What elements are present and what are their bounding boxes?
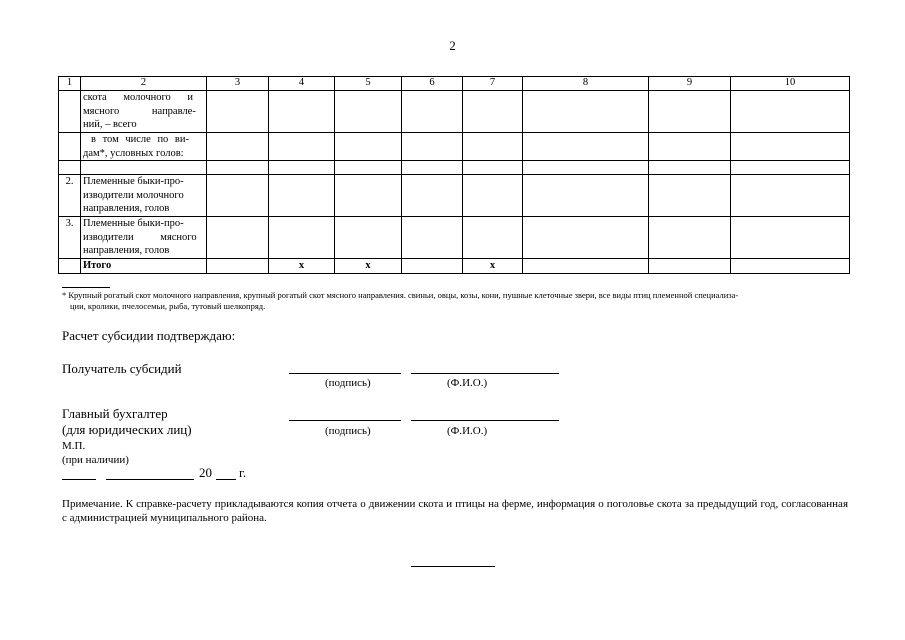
accountant-label: Главный бухгалтер	[62, 406, 168, 421]
row-description	[81, 91, 207, 133]
recipient-signature-line	[289, 373, 401, 374]
description-line: в том числе по ви-	[91, 134, 190, 145]
row-description	[81, 217, 207, 259]
total-mark-col7: x	[463, 259, 523, 274]
row-description	[81, 133, 207, 161]
page-number: 2	[449, 38, 456, 53]
stamp-note: (при наличии)	[62, 454, 129, 466]
description-line: ний, – всего	[83, 119, 137, 130]
row-number: 3.	[59, 217, 81, 259]
recipient-label: Получатель субсидий	[62, 361, 182, 376]
column-header: 7	[463, 77, 523, 91]
recipient-name-caption: (Ф.И.О.)	[447, 377, 488, 389]
column-header: 1	[59, 77, 81, 91]
description-line: направления, голов	[83, 203, 170, 214]
row-number	[59, 91, 81, 133]
column-header: 5	[335, 77, 402, 91]
description-line: мясного направле-	[83, 105, 196, 117]
column-header: 4	[269, 77, 335, 91]
description-line: дам*, условных голов:	[83, 147, 184, 159]
table-row	[59, 217, 850, 259]
column-header: 10	[731, 77, 850, 91]
description-line: изводители мясного	[83, 231, 197, 243]
table-row	[59, 91, 850, 133]
date-year-prefix: 20	[199, 465, 212, 480]
description-line: Племенные быки-про-	[83, 176, 184, 187]
description-line: Племенные быки-про-	[83, 218, 184, 229]
table-row	[59, 161, 850, 175]
accountant-signature-caption: (подпись)	[325, 425, 371, 437]
total-mark-col4: x	[269, 259, 335, 274]
accountant-name-caption: (Ф.И.О.)	[447, 425, 488, 437]
total-mark-col5: x	[335, 259, 402, 274]
recipient-signature-caption: (подпись)	[325, 377, 371, 389]
column-header: 2	[81, 77, 207, 91]
end-divider	[411, 566, 495, 567]
column-header: 8	[523, 77, 649, 91]
description-line: скота молочного и	[83, 92, 194, 103]
date-year-suffix: г.	[239, 465, 247, 480]
footnote-line: * Крупный рогатый скот молочного направления, крупный рогатый скот мясного направления. свиньи, овцы, козы, кони, пушные клеточные звери, все виды птиц племенной специализа-	[62, 290, 739, 300]
row-description	[81, 175, 207, 217]
date-day-line	[62, 479, 96, 480]
column-header: 6	[402, 77, 463, 91]
date-year-line	[216, 479, 236, 480]
confirm-text: Расчет субсидии подтверждаю:	[62, 328, 236, 343]
description-line: направления, голов	[83, 245, 170, 256]
accountant-name-line	[411, 420, 559, 421]
table-total-row	[59, 259, 850, 274]
footnote	[62, 290, 848, 312]
table-header-row	[59, 77, 850, 91]
total-label: Итого	[81, 259, 207, 274]
note-text: Примечание. К справке-расчету прикладываются копия отчета о движении скота и птицы на ферме, информация о поголовье скота за предыдущий год, согласованная с администрацией муниципального района.	[62, 498, 848, 524]
column-header: 3	[207, 77, 269, 91]
footnote-divider	[62, 287, 110, 288]
row-number: 2.	[59, 175, 81, 217]
date-month-line	[106, 479, 194, 480]
accountant-signature-line	[289, 420, 401, 421]
recipient-name-line	[411, 373, 559, 374]
footnote-line: ции, кролики, пчелосемьи, рыба, тутовый шелкопряд.	[70, 301, 266, 311]
stamp-label: М.П.	[62, 440, 86, 452]
accountant-sublabel: (для юридических лиц)	[62, 422, 192, 437]
column-header: 9	[649, 77, 731, 91]
table-row	[59, 175, 850, 217]
table-row	[59, 133, 850, 161]
description-line: изводители молочного	[83, 189, 184, 201]
subsidy-calculation-table	[58, 76, 850, 274]
row-number	[59, 133, 81, 161]
